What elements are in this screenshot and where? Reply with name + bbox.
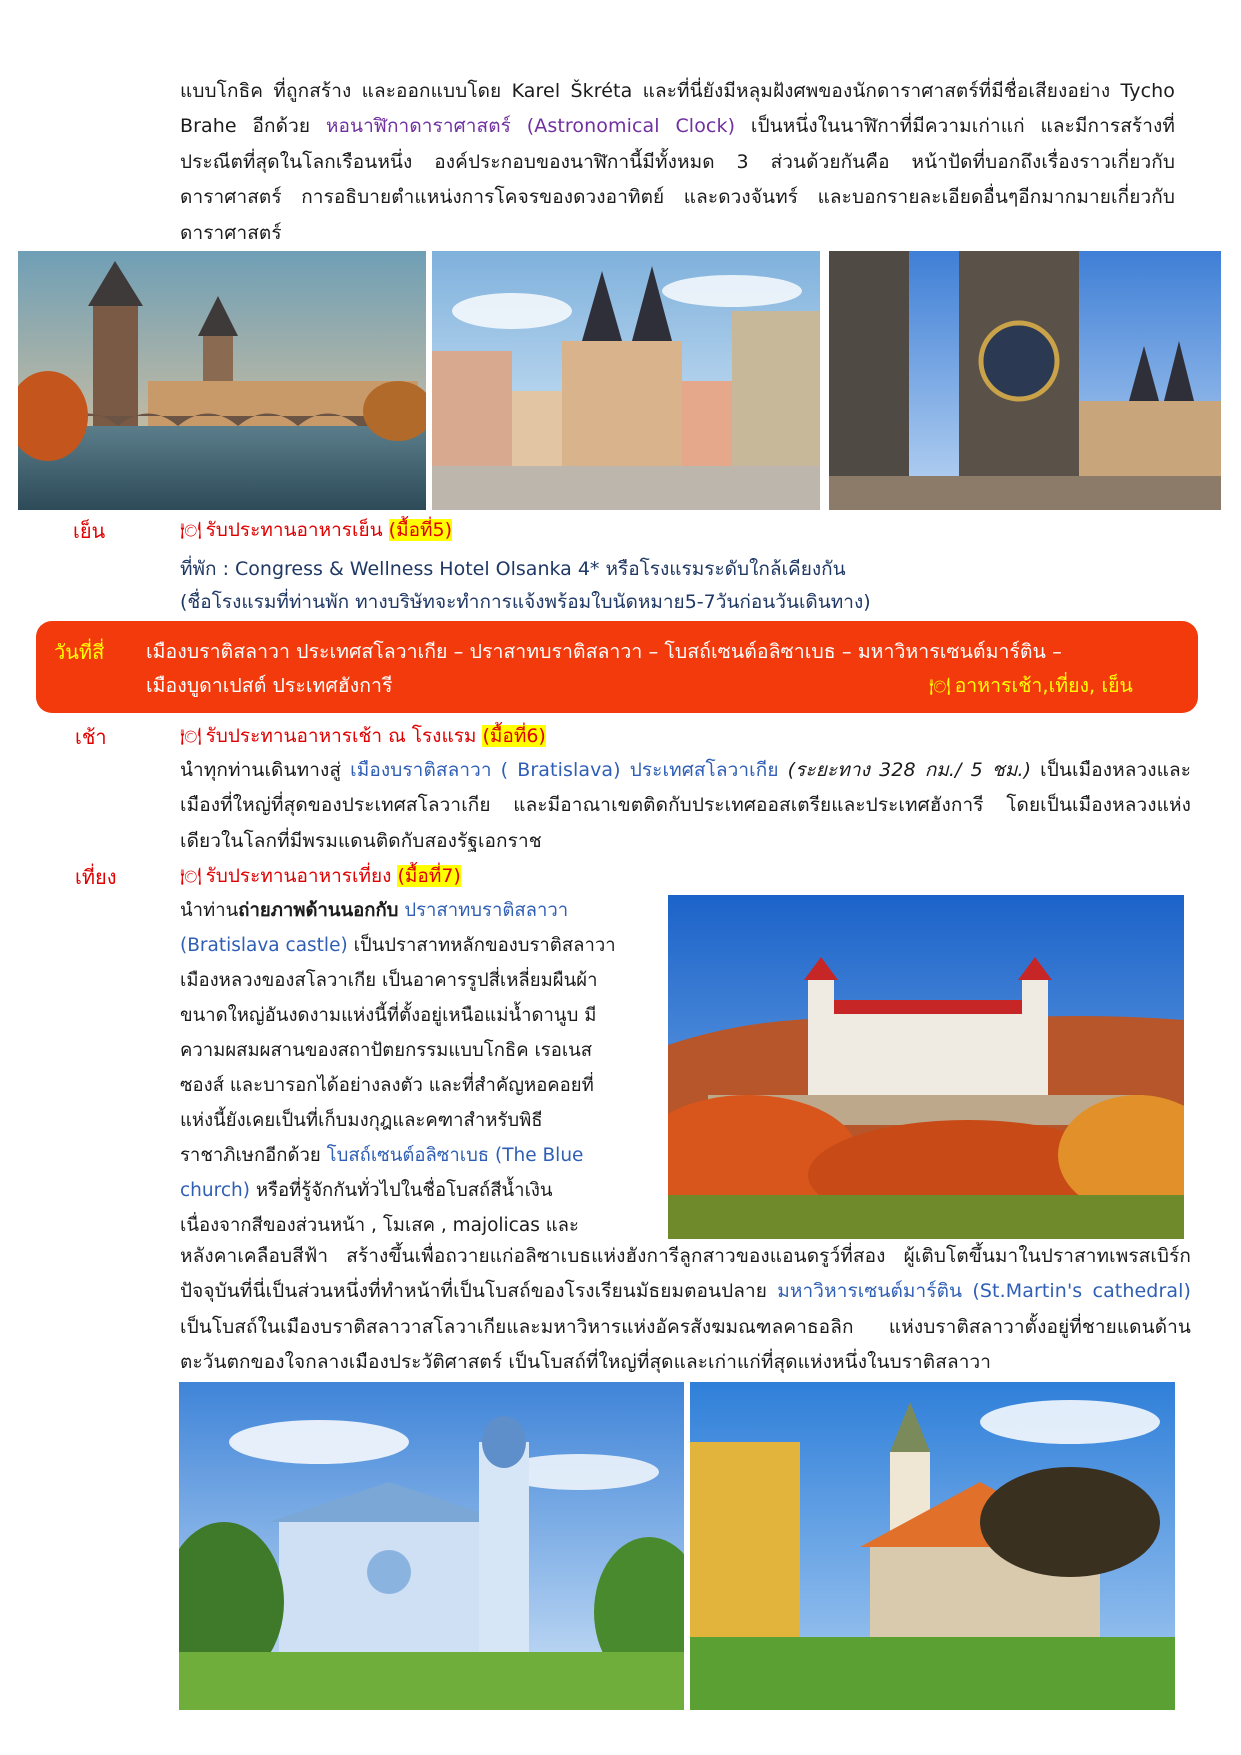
intro-text: แบบโกธิค ที่ถูกสร้าง และออกแบบโดย Karel Škréta และที่นี่ยังมีหลุมฝังศพของนักดาราศาสตร์ที่มีชื่อเสียงอย่าง Tycho Brahe อีกด้วย (180, 80, 1175, 138)
cathedral-paragraph (180, 1239, 1191, 1381)
intro-text-continued: เป็นหนึ่งในนาฬิกาที่มีความเก่าแก่ และมีการสร้างที่ประณีตที่สุดในโลกเรือนหนึ่ง องค์ประกอบของนาฬิกานี้มีทั้งหมด 3 ส่วนด้วยกันคือ หน้าปัดที่บอกถึงเรื่องราวเกี่ยวกับดาราศาสตร์ การอธิบายตำแหน่งการโคจรของดวงอาทิตย์ และดวงจันทร์ และบอกรายละเอียดอื่นๆอีกมากมายเกี่ยวกับดาราศาสตร์ (180, 115, 1175, 244)
bratislava-castle-link: ปราสาทบราติสลาวา (404, 900, 569, 921)
castle-line-3: เมืองหลวงของสโลวาเกีย เป็นอาคารรูปสี่เหลี่ยมผืนผ้า (180, 970, 598, 991)
intro-paragraph (180, 74, 1175, 251)
morning-meal-line (180, 721, 546, 751)
castle-photo-phrase: ถ่ายภาพด้านนอกกับ (238, 900, 399, 921)
blue-church-link: โบสถ์เซนต์อลิซาเบธ (The Blue (326, 1145, 584, 1166)
day-meals-text: อาหารเช้า,เที่ยง, เย็น (954, 674, 1133, 697)
dinner-meal-number: (มื้อที่5) (388, 519, 453, 541)
castle-line-1 (180, 893, 648, 928)
meal-plate-icon: 🍽 (180, 521, 202, 541)
morning-text: นำทุกท่านเดินทางสู่ (180, 759, 351, 781)
castle-line-4: ขนาดใหญ่อันงดงามแห่งนี้ที่ตั้งอยู่เหนือแม่น้ำดานูบ มี (180, 1005, 597, 1026)
morning-meal-text: รับประทานอาหารเช้า ณ โรงแรม (205, 725, 477, 747)
blue-church-link-end: church) (180, 1180, 250, 1201)
day-route-line1: เมืองบราติสลาวา ประเทศสโลวาเกีย – ปราสาทบราติสลาวา – โบสถ์เซนต์อลิซาเบธ – มหาวิหารเซนต์มาร์ติน – (146, 640, 1062, 663)
castle-line-5: ความผสมผสานของสถาปัตยกรรมแบบโกธิค เรอเนส (180, 1040, 593, 1061)
label-lunch: เที่ยง (75, 865, 117, 889)
bratislava-link: เมืองบราติสลาวา ( Bratislava) ประเทศสโลวาเกีย (350, 759, 779, 781)
day-label: วันที่สี่ (54, 640, 105, 664)
astronomical-clock-link: หอนาฬิกาดาราศาสตร์ (Astronomical Clock) (325, 115, 736, 138)
day-banner (36, 621, 1198, 713)
lunch-meal-text: รับประทานอาหารเที่ยง (205, 865, 392, 887)
photo-bratislava-castle (668, 895, 1184, 1239)
castle-line-7: แห่งนี้ยังเคยเป็นที่เก็บมงกุฎและคฑาสำหรับพิธี (180, 1110, 543, 1131)
castle-text: เป็นปราสาทหลักของบราติสลาวา (353, 935, 616, 956)
castle-line-8 (180, 1138, 648, 1173)
day-route-line2: เมืองบูดาเปสต์ ประเทศฮังการี (146, 674, 393, 697)
meal-plate-icon: 🍽 (180, 727, 202, 747)
cathedral-text: หลังคาเคลือบสีฟ้า สร้างขึ้นเพื่อถวายแก่อลิซาเบธแห่งฮังการีลูกสาวของแอนดรูว์ที่สอง ผู้เติบโตขึ้นมาในปราสาทเพรสเบิร์ก ปัจจุบันที่นี่เป็นส่วนหนึ่งที่ทำหน้าที่เป็นโบสถ์ของโรงเรียนมัธยมตอนปลาย (180, 1245, 1191, 1303)
castle-paragraph (180, 893, 648, 1243)
hotel-note: (ชื่อโรงแรมที่ท่านพัก ทางบริษัทจะทำการแจ้งพร้อมใบนัดหมาย5-7วันก่อนวันเดินทาง) (180, 591, 871, 613)
dinner-meal-line (180, 515, 452, 545)
castle-line-6: ซองส์ และบารอกได้อย่างลงตัว และที่สำคัญหอคอยที่ (180, 1075, 594, 1096)
morning-text-continued: เป็นเมืองหลวงและเมืองที่ใหญ่ที่สุดของประเทศสโลวาเกีย และมีอาณาเขตติดกับประเทศออสเตรียและประเทศฮังการี โดยเป็นเมืองหลวงแห่งเดียวในโลกที่มีพรมแดนติดกับสองรัฐเอกราช (180, 759, 1192, 852)
label-morning: เช้า (75, 725, 107, 749)
dinner-meal-text: รับประทานอาหารเย็น (205, 519, 383, 541)
distance-text: (ระยะทาง 328 กม./ 5 ชม.) (778, 759, 1032, 781)
photo-blue-church (179, 1382, 684, 1710)
castle-text: ราชาภิเษกอีกด้วย (180, 1145, 321, 1166)
lunch-meal-line (180, 861, 461, 891)
bratislava-castle-link-en: (Bratislava castle) (180, 935, 348, 956)
morning-meal-number: (มื้อที่6) (482, 725, 546, 747)
photo-tyn-church (432, 251, 820, 510)
photo-st-martin-cathedral (690, 1382, 1175, 1710)
castle-text: นำท่าน (180, 900, 239, 921)
cathedral-text-continued: เป็นโบสถ์ในเมืองบราติสลาวาสโลวาเกียและมหาวิหารแห่งอัครสังฆมณฑลคาธอลิก แห่งบราติสลาวาตั้งอยู่ที่ชายแดนด้านตะวันตกของใจกลางเมืองประวัติศาสตร์ เป็นโบสถ์ที่ใหญ่ที่สุดและเก่าแก่ที่สุดแห่งหนึ่งในบราติสลาวา (180, 1315, 1191, 1374)
castle-line-10: เนื่องจากสีของส่วนหน้า , โมเสค , majolicas และ (180, 1215, 579, 1236)
morning-paragraph (180, 753, 1191, 859)
hotel-line: ที่พัก : Congress & Wellness Hotel Olsanka 4* หรือโรงแรมระดับใกล้เคียงกัน (180, 558, 846, 580)
label-dinner: เย็น (73, 519, 106, 543)
photo-astronomical-clock (829, 251, 1221, 510)
meal-plate-icon: 🍽 (180, 867, 202, 887)
st-martin-cathedral-link: มหาวิหารเซนต์มาร์ติน (St.Martin's cathedral) (777, 1280, 1191, 1303)
lunch-meal-number: (มื้อที่7) (397, 865, 461, 887)
castle-line-9 (180, 1173, 648, 1208)
castle-line-2 (180, 928, 648, 963)
day-meals (929, 670, 1133, 701)
meal-plate-icon: 🍽 (929, 677, 951, 697)
photo-charles-bridge (18, 251, 426, 510)
castle-text: หรือที่รู้จักกันทั่วไปในชื่อโบสถ์สีน้ำเงิน (255, 1180, 553, 1201)
